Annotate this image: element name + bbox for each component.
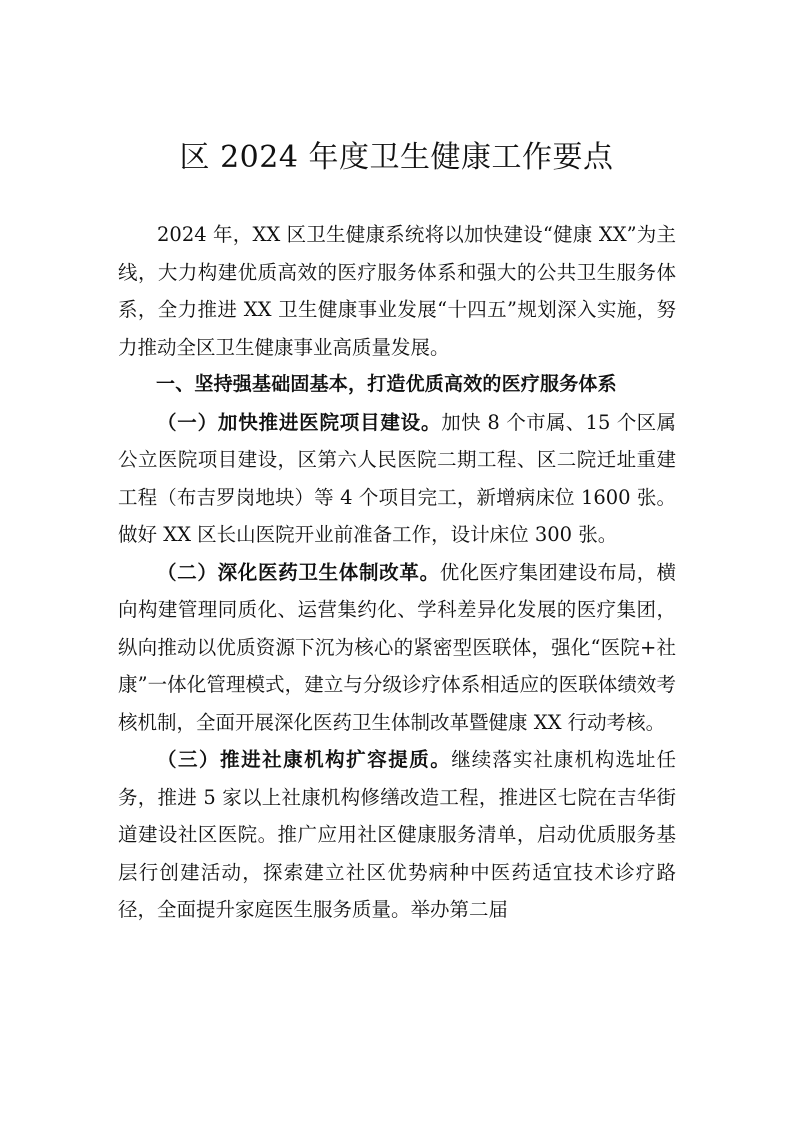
section-item-2	[118, 554, 676, 742]
item-label: （一）加快推进医院项目建设。	[157, 410, 442, 434]
item-label: （三）推进社康机构扩容提质。	[157, 748, 452, 771]
item-text: 继续落实社康机构选址任务，推进 5 家以上社康机构修缮改造工程，推进区七院在吉华街道建设社区医院。推广应用社区健康服务清单，启动优质服务基层行创建活动，探索建立社区优势病种中医药适宜技术诊疗路径，全面提升家庭医生服务质量。举办第二届	[118, 748, 676, 921]
item-text: 优化医疗集团建设布局，横向构建管理同质化、运营集约化、学科差异化发展的医疗集团，纵向推动以优质资源下沉为核心的紧密型医联体，强化“医院+社康”一体化管理模式，建立与分级诊疗体系相适应的医联体绩效考核机制，全面开展深化医药卫生体制改革暨健康 XX 行动考核。	[118, 560, 676, 734]
document-title: 区 2024 年度卫生健康工作要点	[179, 140, 614, 175]
item-label: （二）深化医药卫生体制改革。	[157, 560, 440, 584]
intro-paragraph: 2024 年，XX 区卫生健康系统将以加快建设“健康 XX”为主线，大力构建优质高效的医疗服务体系和强大的公共卫生服务体系，全力推进 XX 卫生健康事业发展“十四五”规划深入实施，努力推动全区卫生健康事业高质量发展。	[118, 223, 676, 359]
document-body	[118, 216, 676, 929]
section-item-3	[118, 741, 676, 929]
section-item-1	[118, 404, 676, 554]
section-heading: 一、坚持强基础固基本，打造优质高效的医疗服务体系	[156, 373, 617, 395]
item-text: 加快 8 个市属、15 个区属公立医院项目建设，区第六人民医院二期工程、区二院迁址重建工程（布吉罗岗地块）等 4 个项目完工，新增病床位 1600 张。做好 XX 区长山医院开业前准备工作，设计床位 300 张。	[118, 410, 676, 546]
